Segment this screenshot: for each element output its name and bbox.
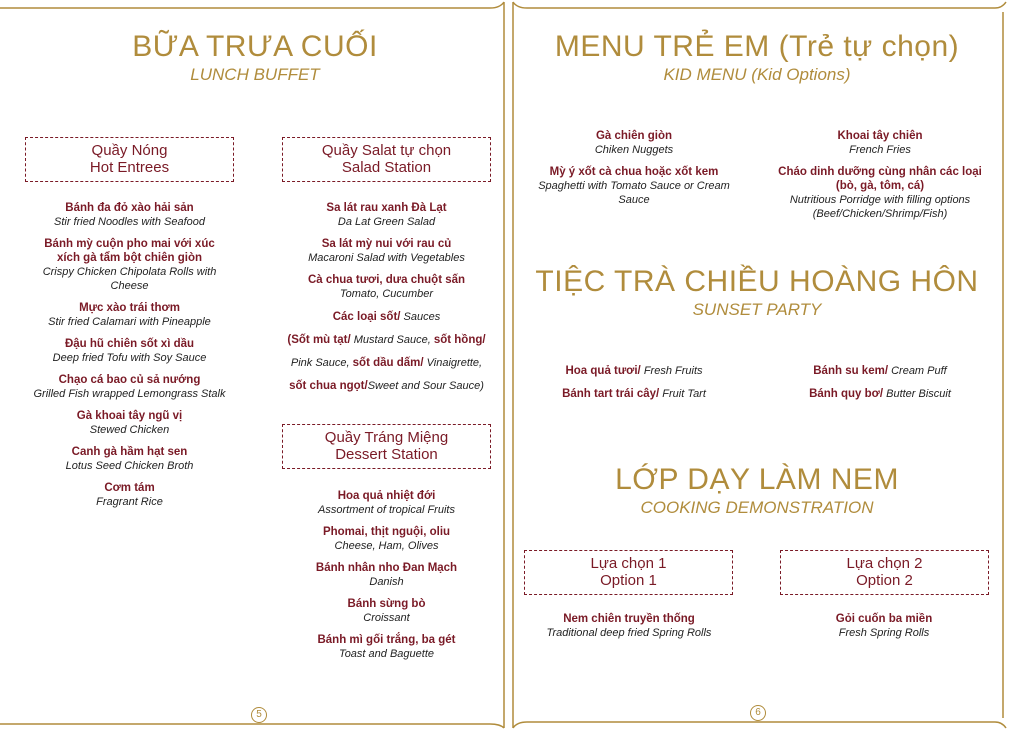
list-item bbox=[525, 165, 743, 207]
sauce-vn: (Sốt mù tạt/ bbox=[287, 334, 351, 346]
sunset-party-title bbox=[530, 265, 984, 321]
item-vn: Canh gà hầm hạt sen bbox=[71, 446, 188, 458]
item-en: Stir fried Noodles with Seafood bbox=[53, 216, 206, 228]
item-en: Macaroni Salad with Vegetables bbox=[308, 252, 465, 264]
item-en: Cheese, Ham, Olives bbox=[334, 540, 439, 552]
option-2-box bbox=[780, 550, 989, 595]
option-1-box bbox=[524, 550, 733, 595]
item-vn: Khoai tây chiên bbox=[837, 130, 923, 142]
salad-label-vn: Quầy Salat tự chọn bbox=[321, 142, 452, 159]
item-en: Da Lat Green Salad bbox=[337, 216, 436, 228]
hot-entrees-box bbox=[25, 137, 234, 182]
item-en: Stir fried Calamari with Pineapple bbox=[48, 316, 211, 328]
item-en: Fruit Tart bbox=[662, 388, 706, 400]
list-item bbox=[25, 373, 234, 401]
item-en: Assortment of tropical Fruits bbox=[318, 504, 455, 516]
list-item bbox=[25, 481, 234, 509]
list-item bbox=[270, 633, 503, 661]
item-en: Croissant bbox=[363, 612, 410, 624]
hot-label-en: Hot Entrees bbox=[89, 159, 170, 176]
list-item bbox=[270, 237, 503, 265]
item-en: Lotus Seed Chicken Broth bbox=[65, 460, 194, 472]
list-item bbox=[525, 129, 743, 157]
title-en: LUNCH BUFFET bbox=[190, 65, 320, 84]
item-vn: Bánh quy bơ/ bbox=[809, 388, 884, 400]
item-vn: Bánh mỳ cuộn pho mai với xúc xích gà tẩm bột chiên giòn bbox=[44, 238, 215, 264]
item-vn: Gỏi cuốn ba miền bbox=[835, 613, 933, 625]
sauce-en: Mustard Sauce, bbox=[353, 334, 431, 346]
item-vn: Bánh su kem/ bbox=[813, 365, 889, 377]
title-en: KID MENU (Kid Options) bbox=[663, 65, 851, 84]
option-label-vn: Lựa chọn 1 bbox=[590, 555, 667, 572]
item-vn: Chạo cá bao củ sả nướng bbox=[58, 374, 201, 386]
item-en: Deep fried Tofu with Soy Sauce bbox=[52, 352, 207, 364]
list-item bbox=[520, 612, 738, 640]
title-en: SUNSET PARTY bbox=[692, 300, 822, 319]
item-en: Spaghetti with Tomato Sauce or Cream Sauce bbox=[538, 180, 730, 206]
cooking-demo-title bbox=[530, 463, 984, 519]
item-vn: Mỳ ý xốt cà chua hoặc xốt kem bbox=[549, 166, 719, 178]
item-en: Butter Biscuit bbox=[886, 388, 951, 400]
list-item bbox=[270, 489, 503, 517]
item-en: Crispy Chicken Chipolata Rolls with Cheese bbox=[42, 266, 217, 292]
item-vn: Sa lát rau xanh Đà Lạt bbox=[326, 202, 447, 214]
option-label-en: Option 2 bbox=[856, 572, 913, 589]
list-item bbox=[768, 165, 992, 221]
item-vn: Cháo dinh dưỡng cùng nhân các loại (bò, gà, tôm, cá) bbox=[778, 166, 982, 192]
sauces-line bbox=[270, 329, 503, 352]
sauce-vn: Các loại sốt/ bbox=[332, 311, 401, 323]
item-en: Cream Puff bbox=[891, 365, 947, 377]
option-label-en: Option 1 bbox=[600, 572, 657, 589]
salad-list bbox=[270, 201, 503, 398]
item-en: Fresh Fruits bbox=[643, 365, 703, 377]
sunset-item bbox=[768, 387, 992, 401]
list-item bbox=[775, 612, 993, 640]
sauces-line bbox=[270, 352, 503, 375]
item-vn: Bánh tart trái cây/ bbox=[562, 388, 660, 400]
sauce-vn: sốt hồng/ bbox=[433, 334, 486, 346]
list-item bbox=[25, 301, 234, 329]
list-item bbox=[25, 445, 234, 473]
dessert-station-box bbox=[282, 424, 491, 469]
item-en: Danish bbox=[369, 576, 404, 588]
item-en: Chiken Nuggets bbox=[594, 144, 674, 156]
item-en: Fresh Spring Rolls bbox=[838, 627, 930, 639]
item-vn: Sa lát mỳ nui với rau củ bbox=[321, 238, 452, 250]
item-vn: Nem chiên truyền thống bbox=[563, 613, 695, 625]
page-number: 6 bbox=[750, 705, 766, 721]
sauce-en: Pink Sauce, bbox=[290, 357, 350, 369]
hot-entrees-list bbox=[25, 201, 234, 517]
list-item bbox=[25, 201, 234, 229]
item-vn: Bánh đa đỏ xào hải sản bbox=[65, 202, 194, 214]
dessert-label-en: Dessert Station bbox=[335, 446, 438, 463]
item-vn: Mực xào trái thơm bbox=[79, 302, 180, 314]
sauce-vn: sốt dầu dấm/ bbox=[352, 357, 424, 369]
salad-station-box bbox=[282, 137, 491, 182]
list-item bbox=[270, 561, 503, 589]
item-vn: Bánh mì gối trắng, ba gét bbox=[317, 634, 456, 646]
sauces-block bbox=[270, 306, 503, 398]
list-item bbox=[25, 237, 234, 293]
item-en: French Fries bbox=[849, 144, 911, 156]
item-vn: Hoa quả nhiệt đới bbox=[337, 490, 436, 502]
item-en: Fragrant Rice bbox=[96, 496, 163, 508]
salad-label-en: Salad Station bbox=[341, 159, 432, 176]
list-item bbox=[270, 201, 503, 229]
dessert-label-vn: Quầy Tráng Miệng bbox=[324, 429, 449, 446]
item-vn: Hoa quả tươi/ bbox=[565, 365, 641, 377]
sunset-item bbox=[525, 387, 743, 401]
option-1-item bbox=[520, 612, 738, 648]
kid-menu-left-list bbox=[525, 129, 743, 215]
option-label-vn: Lựa chọn 2 bbox=[846, 555, 923, 572]
item-vn: Gà khoai tây ngũ vị bbox=[76, 410, 183, 422]
item-en: Nutritious Porridge with filling options (Beef/Chicken/Shrimp/Fish) bbox=[789, 194, 971, 220]
item-en: Toast and Baguette bbox=[338, 648, 434, 660]
sauce-en: Vinaigrette, bbox=[426, 357, 483, 369]
list-item bbox=[25, 337, 234, 365]
dessert-list bbox=[270, 489, 503, 669]
lunch-buffet-title bbox=[60, 30, 450, 86]
sauces-line bbox=[270, 375, 503, 398]
title-vn: BỮA TRƯA CUỐI bbox=[132, 30, 378, 63]
item-vn: Gà chiên giòn bbox=[595, 130, 673, 142]
item-en: Grilled Fish wrapped Lemongrass Stalk bbox=[33, 388, 226, 400]
sunset-item bbox=[525, 364, 743, 378]
item-en: Tomato, Cucumber bbox=[339, 288, 434, 300]
list-item bbox=[270, 597, 503, 625]
item-en: Stewed Chicken bbox=[89, 424, 170, 436]
hot-label-vn: Quầy Nóng bbox=[91, 142, 168, 159]
kid-menu-right-list bbox=[768, 129, 992, 229]
title-vn: TIỆC TRÀ CHIỀU HOÀNG HÔN bbox=[535, 265, 979, 298]
list-item bbox=[270, 273, 503, 301]
sauces-line bbox=[270, 306, 503, 329]
item-vn: Cơm tám bbox=[104, 482, 155, 494]
item-vn: Cà chua tươi, dưa chuột sấn bbox=[307, 274, 466, 286]
option-2-item bbox=[775, 612, 993, 648]
title-en: COOKING DEMONSTRATION bbox=[640, 498, 874, 517]
sauce-en: Sweet and Sour Sauce) bbox=[367, 380, 484, 392]
item-vn: Đậu hũ chiên sốt xì dầu bbox=[64, 338, 195, 350]
kid-menu-title bbox=[530, 30, 984, 86]
sauce-vn: sốt chua ngọt/ bbox=[289, 380, 368, 392]
list-item bbox=[768, 129, 992, 157]
title-vn: LỚP DẠY LÀM NEM bbox=[615, 463, 899, 496]
item-en: Traditional deep fried Spring Rolls bbox=[546, 627, 712, 639]
item-vn: Bánh sừng bò bbox=[347, 598, 426, 610]
item-vn: Phomai, thịt nguội, oliu bbox=[322, 526, 451, 538]
list-item bbox=[270, 525, 503, 553]
sunset-item bbox=[768, 364, 992, 378]
title-vn: MENU TRẺ EM (Trẻ tự chọn) bbox=[554, 30, 960, 63]
sauce-en: Sauces bbox=[403, 311, 441, 323]
item-vn: Bánh nhân nho Đan Mạch bbox=[315, 562, 458, 574]
page-number: 5 bbox=[251, 707, 267, 723]
list-item bbox=[25, 409, 234, 437]
